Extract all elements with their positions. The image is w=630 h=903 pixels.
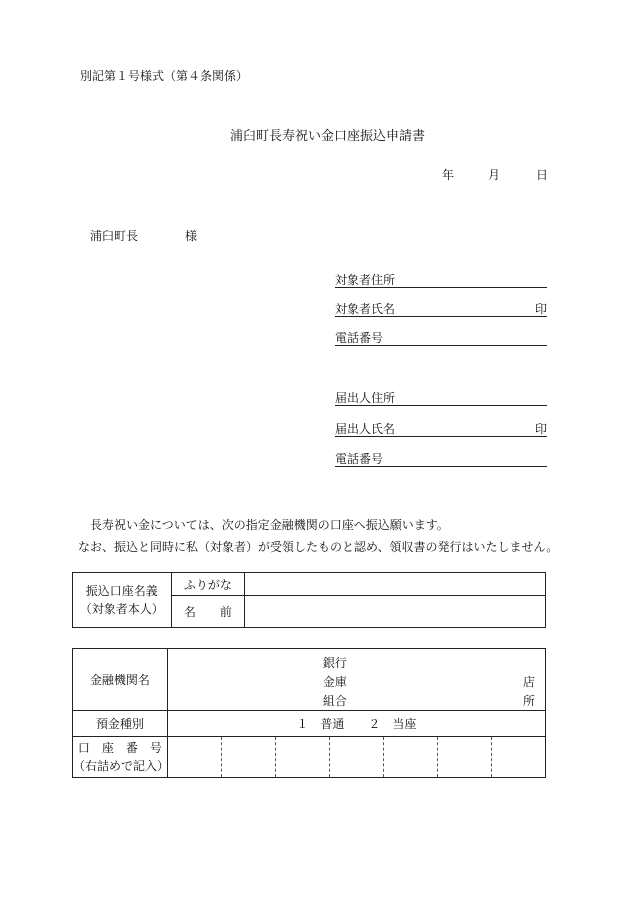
branch-label-sho: 所 — [522, 694, 535, 708]
account-digit-box[interactable] — [329, 737, 383, 777]
target-phone-label: 電話番号 — [335, 331, 384, 345]
account-digit-box[interactable] — [437, 737, 491, 777]
institution-label: 金融機関名 — [73, 649, 168, 711]
account-digit-box[interactable] — [168, 737, 221, 777]
account-number-boxes — [168, 737, 545, 777]
addressee-name: 浦臼町長 — [90, 229, 139, 243]
target-address-label: 対象者住所 — [335, 273, 396, 287]
deposit-type-label: 預金種別 — [73, 711, 168, 737]
date-month: 月 — [488, 168, 501, 182]
applicant-address-label: 届出人住所 — [335, 391, 396, 405]
date-day: 日 — [536, 168, 549, 182]
applicant-name-label: 届出人氏名 — [335, 422, 396, 436]
body-line-2: なお、振込と同時に私（対象者）が受領したものと認め、領収書の発行はいたしません。 — [78, 540, 559, 554]
body-line-1: 長寿祝い金については、次の指定金融機関の口座へ振込願います。 — [90, 518, 449, 532]
target-phone-line — [335, 345, 547, 346]
target-name-line — [335, 316, 547, 317]
holder-name-label: 名 前 — [171, 596, 244, 628]
branch-label-ten: 店 — [522, 675, 535, 689]
holder-name-input[interactable] — [245, 596, 546, 628]
applicant-address-line — [335, 405, 547, 406]
applicant-phone-label: 電話番号 — [335, 452, 384, 466]
account-digit-box[interactable] — [221, 737, 275, 777]
applicant-name-line — [335, 436, 547, 437]
deposit-type-options[interactable]: １ 普通 ２ 当座 — [167, 711, 545, 737]
institution-type-kumiai: 組合 — [322, 694, 347, 708]
addressee-honorific: 様 — [185, 229, 198, 243]
account-holder-table — [72, 572, 546, 628]
institution-type-bank: 銀行 — [322, 656, 347, 670]
target-address-line — [335, 287, 547, 288]
account-digit-box[interactable] — [383, 737, 437, 777]
target-name-label: 対象者氏名 — [335, 302, 396, 316]
form-title: 浦臼町長寿祝い金口座振込申請書 — [230, 129, 426, 144]
account-holder-label: 振込口座名義 （対象者本人） — [73, 573, 172, 628]
target-seal-mark: 印 — [534, 302, 547, 316]
account-digit-box[interactable] — [275, 737, 329, 777]
institution-type-kinko: 金庫 — [322, 675, 347, 689]
institution-input[interactable] — [167, 649, 545, 711]
account-number-label: 口 座 番 号 （右詰めで記入） — [73, 737, 168, 778]
applicant-phone-line — [335, 466, 547, 467]
form-number: 別記第１号様式（第４条関係） — [80, 69, 249, 83]
date-year: 年 — [442, 168, 455, 182]
applicant-seal-mark: 印 — [534, 422, 547, 436]
bank-table — [72, 648, 546, 778]
furigana-input[interactable] — [245, 573, 546, 596]
furigana-label: ふりがな — [171, 573, 244, 596]
account-digit-box[interactable] — [491, 737, 545, 777]
